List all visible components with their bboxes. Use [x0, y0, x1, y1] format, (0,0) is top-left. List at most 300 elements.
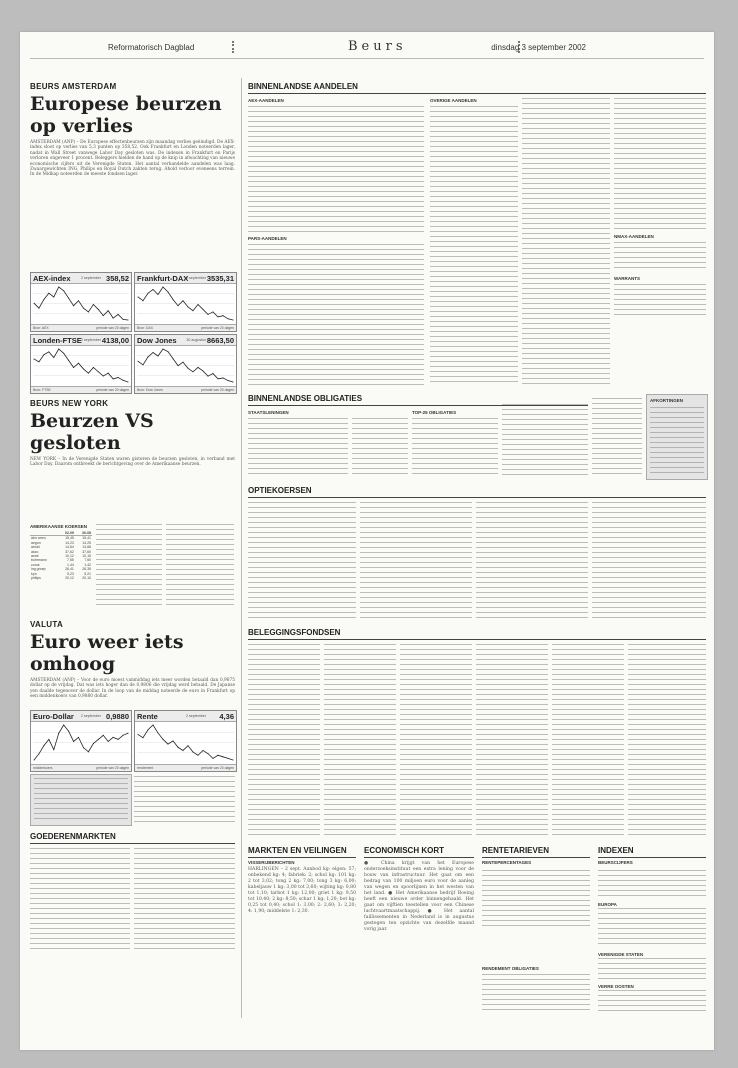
data-point: [58, 733, 59, 734]
londen-ftse-chart: [30, 334, 132, 394]
table-cell: 1,44: [67, 562, 74, 567]
beurs-new-york-article: [30, 399, 235, 468]
fondsen-column: [400, 644, 472, 838]
data-point: [208, 753, 209, 754]
chart-header: [135, 711, 236, 722]
data-point: [173, 299, 174, 300]
page-date: dinsdag 3 september 2002: [491, 43, 586, 52]
data-point: [138, 361, 139, 362]
dow-jones-chart: [134, 334, 237, 394]
chart-date: 2 september: [186, 276, 206, 280]
data-point: [198, 367, 199, 368]
data-point: [218, 378, 219, 379]
table-cell: 10,15: [82, 554, 91, 559]
section-title: ECONOMISCH KORT: [364, 846, 474, 858]
section-title: BINNENLANDSE OBLIGATIES: [248, 394, 588, 406]
data-point: [78, 363, 79, 364]
table-row: [30, 576, 92, 580]
data-point: [43, 745, 44, 746]
fondsen-column: [476, 644, 548, 838]
table-cell: 14,68: [82, 545, 91, 550]
chart-value: 4,36: [219, 712, 234, 721]
table-cell: 7,55: [67, 558, 74, 563]
data-point: [188, 745, 189, 746]
section-title: MARKTEN EN VEILINGEN: [248, 846, 356, 858]
table-cell: ahold: [31, 545, 40, 550]
data-point: [113, 378, 114, 379]
data-point: [138, 734, 139, 735]
data-point: [193, 371, 194, 372]
data-point: [228, 380, 229, 381]
europa-title: EUROPA: [598, 902, 617, 907]
data-point: [213, 373, 214, 374]
chart-value: 358,52: [106, 274, 129, 283]
kicker: VALUTA: [30, 620, 64, 629]
headline: Euro weer iets omhoog: [30, 631, 184, 675]
data-point: [53, 357, 54, 358]
column-header: 30-08: [75, 531, 92, 536]
table-cell: 14,23: [65, 540, 74, 545]
table-title: AMERIKAANSE KOERSEN: [30, 524, 88, 529]
data-point: [118, 314, 119, 315]
table-cell: 37,60: [82, 549, 91, 554]
rentetarieven-section: [482, 846, 590, 867]
overige-aandelen-table: [614, 98, 706, 230]
table-cell: 26,41: [65, 567, 74, 572]
data-point: [34, 303, 35, 304]
nmax-title: NMAX-AANDELEN: [614, 234, 654, 239]
economisch-kort-section: [364, 846, 474, 933]
beleggingsfondsen-section: [248, 628, 706, 640]
chart-plot: [135, 722, 236, 763]
data-point: [103, 735, 104, 736]
nmax-table: [614, 242, 706, 272]
table-cell: 20,12: [65, 576, 74, 581]
data-point: [148, 729, 149, 730]
data-point: [88, 751, 89, 752]
beurscijfers-table: [598, 870, 706, 898]
data-point: [153, 289, 154, 290]
data-point: [223, 377, 224, 378]
fondsen-column: [628, 644, 706, 838]
data-point: [208, 376, 209, 377]
separator-icon: [232, 41, 236, 53]
table-cell: 14,25: [82, 540, 91, 545]
data-point: [153, 725, 154, 726]
data-point: [138, 296, 139, 297]
data-point: [143, 364, 144, 365]
data-point: [123, 380, 124, 381]
masthead: [30, 36, 704, 59]
afkortingen-title: AFKORTINGEN: [650, 398, 683, 403]
data-point: [63, 353, 64, 354]
data-point: [43, 354, 44, 355]
chart-period: periode van 20 dagen: [201, 766, 234, 770]
goederenmarkten-section: [30, 832, 235, 844]
newspaper-page: [20, 32, 714, 1050]
data-point: [148, 293, 149, 294]
overige-aandelen-table: [430, 106, 518, 386]
valuta-rows: [34, 778, 128, 822]
pars-aandelen-title: PARS-AANDELEN: [248, 236, 287, 241]
chart-title: Euro-Dollar: [33, 712, 74, 721]
data-point: [93, 743, 94, 744]
data-point: [73, 741, 74, 742]
chart-date: 30 augustus: [186, 338, 206, 342]
data-point: [58, 349, 59, 350]
chart-source: Bron: DAX: [137, 326, 154, 330]
data-point: [103, 376, 104, 377]
chart-title: Frankfurt-DAX: [137, 274, 189, 283]
data-point: [113, 318, 114, 319]
data-point: [113, 737, 114, 738]
obligaties-table: [502, 404, 588, 476]
table-cell: kpn: [31, 571, 37, 576]
data-point: [193, 310, 194, 311]
europa-table: [598, 908, 706, 948]
valuta-rows: [134, 776, 235, 822]
chart-value: 8663,50: [206, 336, 234, 345]
chart-title: Rente: [137, 712, 158, 721]
data-point: [208, 314, 209, 315]
top25-table: [412, 418, 498, 476]
table-cell: abn amro: [31, 536, 46, 541]
chart-date: 2 september: [186, 714, 206, 718]
data-point: [68, 298, 69, 299]
section-title: BINNENLANDSE AANDELEN: [248, 82, 706, 94]
table-cell: 14,64: [65, 545, 74, 550]
staatsleningen-title: STAATSLENINGEN: [248, 410, 289, 415]
data-point: [188, 368, 189, 369]
chart-header: [135, 335, 236, 346]
sub-title: RENTEPERCENTAGES: [482, 860, 532, 865]
data-point: [98, 371, 99, 372]
table-cell: 7,50: [84, 558, 91, 563]
data-point: [38, 753, 39, 754]
data-point: [48, 739, 49, 740]
data-point: [153, 352, 154, 353]
article-body: AMSTERDAM (ANP) – De Europese effectenbeurzen zijn maandag verlies geëindigd. De AEX-index sloot op verlies van 5,3 punten op 358,52. Ook Frankfurt en Londen noteerden lager, nadat in Wall Street vanwege Labor Day gesloten was. De indexen in Frankfurt en Parijs verloren ongeveer 1 procent. Beleggers hielden de hand op de knip in afwachting van nieuwe economische cijfers uit de Verenigde Staten. Het aantal verhandelde aandelen was laag. Zwaargewichten ING, Philips en Royal Dutch zakten terug. Ahold verloor eveneens terrein. In de Midkap noteerden de meeste fondsen lager.: [30, 140, 235, 178]
table-cell: 26,35: [82, 567, 91, 572]
data-point: [223, 315, 224, 316]
chart-date: 2 september: [81, 714, 101, 718]
data-point: [118, 377, 119, 378]
data-point: [148, 356, 149, 357]
data-point: [128, 320, 129, 321]
data-point: [93, 304, 94, 305]
section-title: OPTIEKOERSEN: [248, 486, 706, 498]
chart-footer: [31, 386, 131, 393]
overige-aandelen-table: [522, 98, 610, 386]
data-point: [228, 758, 229, 759]
sub-title: VISSERIJBERICHTEN: [248, 860, 295, 865]
aex-aandelen-title: AEX-AANDELEN: [248, 98, 284, 103]
rendement-table: [482, 974, 590, 1010]
data-point: [168, 291, 169, 292]
chart-date: 2 september: [81, 338, 101, 342]
chart-footer: [31, 324, 131, 331]
data-point: [83, 368, 84, 369]
section-name: Beurs: [348, 39, 407, 54]
data-point: [118, 739, 119, 740]
table-cell: 1,42: [84, 562, 91, 567]
table-cell: 5,23: [67, 571, 74, 576]
table-cell: 37,62: [65, 549, 74, 554]
data-point: [158, 732, 159, 733]
chart-source: Bron: FTSE: [33, 388, 51, 392]
data-point: [68, 731, 69, 732]
data-point: [178, 365, 179, 366]
optiekoersen-column: [248, 502, 356, 620]
data-point: [168, 744, 169, 745]
chart-period: periode van 20 dagen: [201, 326, 234, 330]
data-point: [108, 310, 109, 311]
data-point: [63, 725, 64, 726]
data-point: [73, 367, 74, 368]
data-point: [108, 373, 109, 374]
chart-title: Dow Jones: [137, 336, 177, 345]
data-point: [183, 362, 184, 363]
data-point: [178, 305, 179, 306]
table-cell: 10,12: [65, 554, 74, 559]
binnenlandse-aandelen-section: [248, 82, 706, 94]
data-point: [98, 739, 99, 740]
data-point: [38, 308, 39, 309]
data-point: [34, 358, 35, 359]
rentepercentages-table: [482, 870, 590, 930]
data-point: [128, 382, 129, 383]
data-point: [158, 294, 159, 295]
data-point: [93, 367, 94, 368]
data-point: [123, 735, 124, 736]
chart-source: Bron: Dow Jones: [137, 388, 163, 392]
data-point: [34, 760, 35, 761]
warrants-table: [614, 284, 706, 318]
chart-header: [31, 273, 131, 284]
chart-header: [31, 335, 131, 346]
koersen-column: [166, 524, 234, 608]
chart-value: 3535,31: [206, 274, 234, 283]
table-cell: philips: [31, 576, 41, 581]
verenigde-staten-title: VERENIGDE STATEN: [598, 952, 644, 957]
afkortingen-box: [646, 394, 708, 480]
verre-oosten-table: [598, 990, 706, 1012]
rendement-obligaties-title: RENDEMENT OBLIGATIES: [482, 966, 539, 971]
vs-table: [598, 958, 706, 980]
goederen-column: [134, 848, 235, 952]
chart-source: middenkoers: [33, 766, 53, 770]
section-title: INDEXEN: [598, 846, 706, 858]
data-point: [163, 349, 164, 350]
column-divider: [241, 78, 242, 1018]
chart-plot: [31, 284, 131, 323]
section-title: BELEGGINGSFONDSEN: [248, 628, 706, 640]
data-point: [103, 315, 104, 316]
table-cell: 5,21: [84, 571, 91, 576]
table-cell: 20,10: [82, 576, 91, 581]
overige-aandelen-title: OVERIGE AANDELEN: [430, 98, 477, 103]
chart-value: 0,9880: [106, 712, 129, 721]
verre-oosten-title: VERRE OOSTEN: [598, 984, 634, 989]
data-point: [73, 305, 74, 306]
indexen-section: [598, 846, 706, 867]
optiekoersen-column: [592, 502, 706, 620]
column-header: 02-09: [58, 531, 75, 536]
data-point: [173, 358, 174, 359]
chart-footer: [135, 764, 236, 771]
article-body: ● China krijgt van het Europese onderzoeksinstituut een extra lening voor de bouw van infrastructuur. Het gaat om een bedrag van 100 miljoen euro voor de aanleg van wegen en spoorlijnen in het westen van het land. ● Het Amerikaanse bedrijf Boeing heeft een nieuwe order binnengehaald. Het gaat om vijftien toestellen voor een Chinese luchtvaartmaatschappij. ● Het aantal faillissementen in Nederland is in augustus gestegen ten opzichte van dezelfde maand vorig jaar.: [364, 861, 474, 932]
beurs-amsterdam-article: [30, 82, 235, 178]
data-point: [203, 370, 204, 371]
euro-dollar-chart: [30, 710, 132, 772]
table-cell: 15,45: [65, 536, 74, 541]
data-point: [78, 300, 79, 301]
staatsleningen-table: [248, 418, 348, 476]
section-title: GOEDERENMARKTEN: [30, 832, 235, 844]
afkortingen-list: [650, 407, 704, 476]
data-point: [223, 756, 224, 757]
data-point: [163, 739, 164, 740]
data-point: [193, 752, 194, 753]
data-point: [213, 758, 214, 759]
chart-plot: [31, 346, 131, 385]
chart-plot: [135, 346, 236, 385]
aex-index-chart: [30, 272, 132, 332]
aex-aandelen-table: [248, 106, 424, 232]
data-point: [203, 309, 204, 310]
data-point: [188, 306, 189, 307]
warrants-title: WARRANTS: [614, 276, 640, 281]
chart-value: 4138,00: [101, 336, 129, 345]
sub-title: BEURSCIJFERS: [598, 860, 633, 865]
rente-chart: [134, 710, 237, 772]
chart-period: periode van 20 dagen: [96, 388, 129, 392]
top25-title: TOP-25 OBLIGATIES: [412, 410, 457, 415]
data-point: [123, 319, 124, 320]
data-point: [98, 309, 99, 310]
data-point: [203, 750, 204, 751]
data-point: [233, 320, 234, 321]
data-point: [88, 373, 89, 374]
kicker: BEURS NEW YORK: [30, 399, 109, 408]
chart-title: AEX-index: [33, 274, 71, 283]
chart-plot: [135, 284, 236, 323]
valuta-article: [30, 620, 235, 700]
data-point: [163, 287, 164, 288]
amerikaanse-koersen-table: [30, 522, 92, 610]
data-point: [68, 360, 69, 361]
chart-period: periode van 20 dagen: [96, 326, 129, 330]
data-point: [53, 296, 54, 297]
data-point: [43, 299, 44, 300]
data-point: [198, 755, 199, 756]
optiekoersen-section: [248, 486, 706, 498]
chart-period: periode van 20 dagen: [201, 388, 234, 392]
kicker: BEURS AMSTERDAM: [30, 82, 117, 91]
pars-aandelen-table: [248, 244, 424, 386]
chart-footer: [135, 324, 236, 331]
headline: Europese beurzen op verlies: [30, 93, 222, 137]
fondsen-column: [552, 644, 624, 838]
data-point: [198, 304, 199, 305]
data-point: [143, 300, 144, 301]
chart-date: 2 september: [81, 276, 101, 280]
data-point: [88, 311, 89, 312]
data-point: [183, 750, 184, 751]
table-cell: ing groep: [31, 567, 46, 572]
goederen-column: [30, 848, 130, 952]
table-cell: buhrmann: [31, 558, 47, 563]
table-cell: corus: [31, 562, 40, 567]
article-body: NEW YORK – In de Verenigde Staten waren gisteren de beurzen gesloten, in verband met Labor Day. Daarom ontbreekt de berichtgeving over de Amerikaanse beurzen.: [30, 457, 235, 468]
staatsleningen-table: [352, 418, 408, 476]
optiekoersen-column: [476, 502, 588, 620]
data-point: [213, 311, 214, 312]
data-point: [78, 737, 79, 738]
fondsen-column: [248, 644, 320, 838]
optiekoersen-column: [360, 502, 472, 620]
section-title: RENTETARIEVEN: [482, 846, 590, 858]
chart-source: Bron: AEX: [33, 326, 49, 330]
data-point: [63, 290, 64, 291]
data-point: [53, 749, 54, 750]
data-point: [83, 747, 84, 748]
chart-footer: [31, 764, 131, 771]
chart-period: periode van 20 dagen: [96, 766, 129, 770]
chart-footer: [135, 386, 236, 393]
data-point: [173, 740, 174, 741]
data-point: [178, 747, 179, 748]
chart-source: rendement: [137, 766, 154, 770]
data-point: [108, 741, 109, 742]
koersen-table: [30, 531, 92, 580]
data-point: [233, 760, 234, 761]
data-point: [218, 316, 219, 317]
data-point: [233, 382, 234, 383]
data-point: [168, 351, 169, 352]
data-point: [128, 733, 129, 734]
table-cell: aegon: [31, 540, 41, 545]
koersen-column: [96, 524, 162, 608]
data-point: [143, 737, 144, 738]
data-point: [58, 287, 59, 288]
chart-header: [31, 711, 131, 722]
article-body: HARLINGEN – 2 sept. Aanbod kg: elgen: 57; onbekend kg: 4; fabriek: 2; schol kg: 101 kg: 2 tot 3,02; tong 2 kg: 7,00; tong 3 kg: 6,00; kabeljauw 1 kg: 3,00 tot 3,60; wijting kg: 0,80 tot 1,10; tarbot 1 kg: 12,00; griet 1 kg: 9,50 tot 10,40; 2 kg: 8,50; schar 1 kg: 1,20; bot kg: 0,25 tot 0,40; schol 1: 3,00; 2: 2,60; 3: 2,20; 4: 1,90; middelste 1: 2,30.: [248, 867, 356, 914]
markten-veilingen-section: [248, 846, 356, 915]
fondsen-column: [324, 644, 396, 838]
data-point: [158, 356, 159, 357]
data-point: [38, 361, 39, 362]
headline: Beurzen VS gesloten: [30, 410, 154, 454]
table-cell: asml: [31, 554, 39, 559]
frankfurt-dax-chart: [134, 272, 237, 332]
chart-title: Londen-FTSE: [33, 336, 82, 345]
chart-header: [135, 273, 236, 284]
data-point: [48, 293, 49, 294]
data-point: [83, 308, 84, 309]
data-point: [228, 318, 229, 319]
article-body: AMSTERDAM (ANP) – Voor de euro moest vanmiddag iets meer worden betaald dan 0,9875 dollar op de vrijdag. Dat was iets hoger dan de 0,9806 die vrijdag werd betaald. De Japanse yen daalde tegenover de dollar. In de loop van de middag noteerde de euro in Frankfurt op een middenkoers van 0,9880 dollar.: [30, 678, 235, 700]
obligaties-table: [592, 398, 642, 476]
data-point: [183, 300, 184, 301]
chart-plot: [31, 722, 131, 763]
table-cell: akzo: [31, 549, 39, 554]
valuta-table: [30, 774, 132, 826]
paper-name: Reformatorisch Dagblad: [108, 43, 195, 52]
data-point: [48, 351, 49, 352]
table-cell: 15,41: [82, 536, 91, 541]
data-point: [218, 755, 219, 756]
